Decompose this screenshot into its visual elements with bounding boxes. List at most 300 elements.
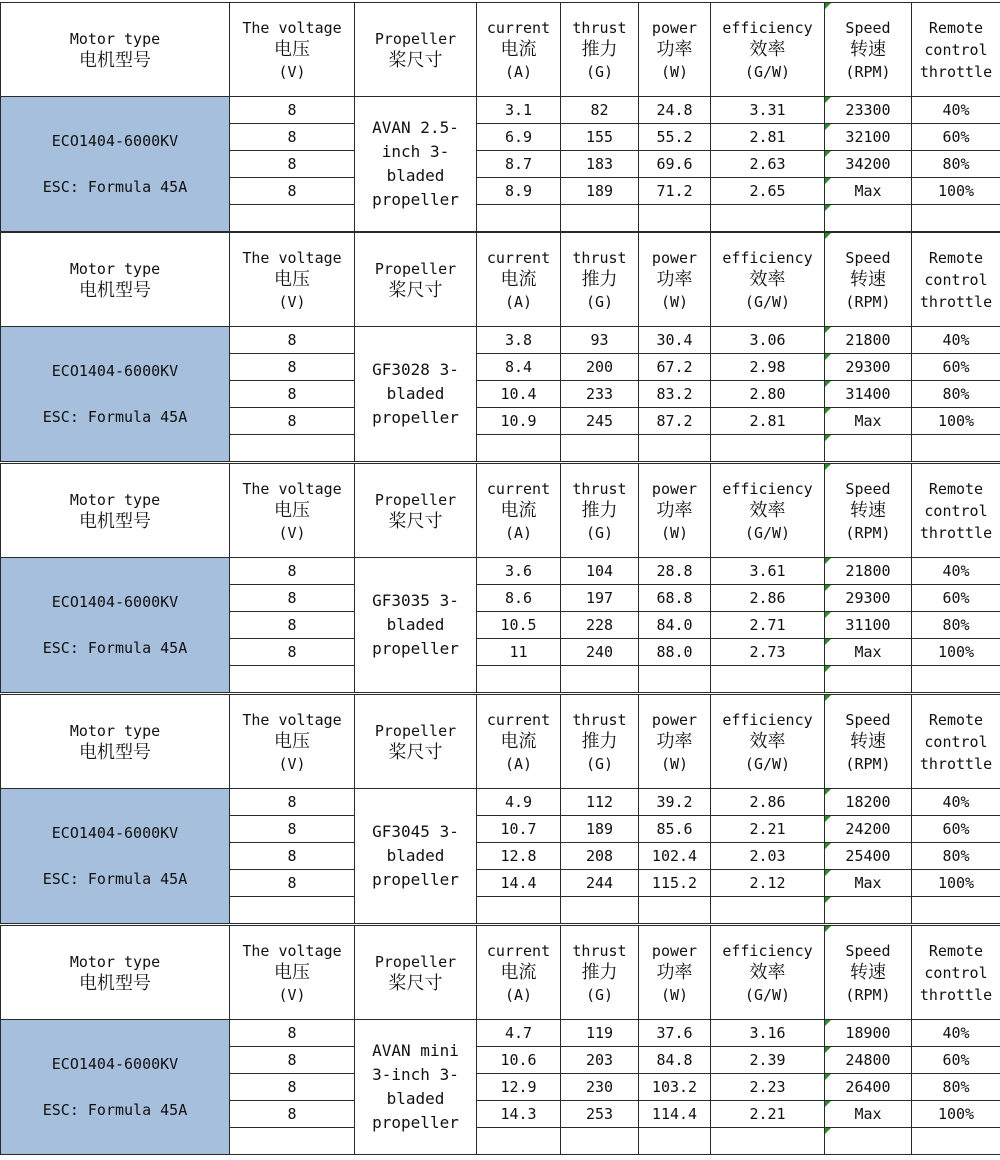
propeller-cell: AVAN 2.5-inch 3-bladed propeller — [355, 97, 477, 232]
header-zh-label: 桨尺寸 — [388, 972, 443, 994]
efficiency-cell: 2.21 — [711, 1101, 825, 1128]
efficiency-cell: 2.98 — [711, 354, 825, 381]
header-cell — [477, 695, 561, 789]
current-cell: 10.9 — [477, 408, 561, 435]
speed-cell: 32100 — [825, 124, 912, 151]
header-cell — [355, 233, 477, 327]
header-unit-label: (A) — [504, 292, 533, 311]
power-cell: 39.2 — [639, 789, 711, 816]
header-zh-label: control — [924, 501, 988, 520]
efficiency-cell: 2.65 — [711, 178, 825, 205]
header-en-label: efficiency — [722, 248, 813, 267]
header-zh-label: 桨尺寸 — [388, 279, 443, 301]
header-cell — [639, 3, 711, 97]
efficiency-cell: 2.81 — [711, 124, 825, 151]
thrust-cell: 155 — [561, 124, 639, 151]
speed-cell: Max — [825, 870, 912, 897]
voltage-cell: 8 — [230, 843, 355, 870]
efficiency-cell: 2.12 — [711, 870, 825, 897]
header-en-label: The voltage — [242, 479, 342, 498]
voltage-cell: 8 — [230, 789, 355, 816]
spec-table — [0, 232, 1000, 462]
speed-cell: 18200 — [825, 789, 912, 816]
header-zh-label: 转速 — [850, 499, 886, 521]
header-zh-label: 推力 — [581, 499, 618, 521]
header-zh-label: control — [924, 963, 988, 982]
spec-table — [0, 2, 1000, 232]
header-cell — [355, 695, 477, 789]
thrust-cell: 240 — [561, 639, 639, 666]
header-en-label: power — [651, 18, 698, 37]
spacer — [1, 845, 229, 867]
header-zh-label: 转速 — [850, 268, 886, 290]
motor-type-cell — [1, 97, 230, 232]
throttle-cell: 80% — [912, 612, 1000, 639]
header-zh-label: 桨尺寸 — [388, 49, 443, 71]
efficiency-cell: 2.21 — [711, 816, 825, 843]
header-cell — [230, 464, 355, 558]
data-row — [1, 789, 1000, 816]
header-zh-label: 功率 — [656, 961, 693, 983]
power-cell: 103.2 — [639, 1074, 711, 1101]
power-cell: 88.0 — [639, 639, 711, 666]
header-en-label: current — [486, 479, 551, 498]
voltage-cell: 8 — [230, 408, 355, 435]
header-zh-label: 功率 — [656, 38, 693, 60]
propeller-cell: GF3045 3-bladed propeller — [355, 789, 477, 924]
header-cell — [711, 926, 825, 1020]
efficiency-cell: 3.16 — [711, 1020, 825, 1047]
throttle-cell: 80% — [912, 381, 1000, 408]
header-en-label: efficiency — [722, 479, 813, 498]
voltage-cell: 8 — [230, 381, 355, 408]
header-unit-label: (RPM) — [845, 292, 891, 311]
efficiency-cell — [711, 1128, 825, 1155]
header-unit-label: (W) — [660, 292, 689, 311]
thrust-cell: 82 — [561, 97, 639, 124]
spec-block — [0, 694, 1000, 922]
spec-block — [0, 925, 1000, 1153]
spec-block — [0, 232, 1000, 460]
spacer — [1, 1076, 229, 1098]
throttle-cell: 100% — [912, 639, 1000, 666]
speed-cell: 21800 — [825, 327, 912, 354]
speed-cell: 18900 — [825, 1020, 912, 1047]
efficiency-cell: 2.86 — [711, 585, 825, 612]
header-en-label: Speed — [845, 710, 891, 729]
header-cell — [711, 233, 825, 327]
voltage-cell: 8 — [230, 354, 355, 381]
throttle-cell: 80% — [912, 151, 1000, 178]
header-unit-label: (V) — [278, 292, 306, 311]
header-en-label: power — [651, 710, 698, 729]
current-cell: 10.7 — [477, 816, 561, 843]
header-zh-label: control — [924, 732, 988, 751]
header-en-label: Motor type — [69, 490, 161, 509]
header-en-label: efficiency — [722, 710, 813, 729]
header-unit-label: throttle — [919, 754, 993, 773]
spec-table — [0, 463, 1000, 693]
header-zh-label: 电机型号 — [79, 279, 151, 301]
thrust-cell: 197 — [561, 585, 639, 612]
header-unit-label: throttle — [919, 62, 993, 81]
speed-cell: Max — [825, 1101, 912, 1128]
current-cell — [477, 666, 561, 693]
header-en-label: thrust — [572, 941, 627, 960]
header-zh-label: 电流 — [500, 38, 537, 60]
motor-type-cell — [1, 558, 230, 693]
speed-cell — [825, 1128, 912, 1155]
throttle-cell — [912, 1128, 1000, 1155]
data-row — [1, 558, 1000, 585]
spec-table — [0, 925, 1000, 1155]
header-cell — [912, 464, 1000, 558]
thrust-cell — [561, 897, 639, 924]
header-cell — [1, 695, 230, 789]
spec-table — [0, 694, 1000, 924]
header-cell — [561, 464, 639, 558]
efficiency-cell: 3.61 — [711, 558, 825, 585]
throttle-cell: 80% — [912, 843, 1000, 870]
throttle-cell — [912, 666, 1000, 693]
header-zh-label: 效率 — [749, 730, 786, 752]
header-unit-label: (W) — [660, 754, 689, 773]
power-cell: 102.4 — [639, 843, 711, 870]
efficiency-cell: 2.81 — [711, 408, 825, 435]
speed-cell: 31400 — [825, 381, 912, 408]
header-en-label: thrust — [572, 18, 627, 37]
speed-cell: Max — [825, 639, 912, 666]
header-en-label: efficiency — [722, 18, 813, 37]
header-cell — [1, 3, 230, 97]
header-en-label: current — [486, 248, 551, 267]
throttle-cell — [912, 435, 1000, 462]
header-cell — [711, 695, 825, 789]
power-cell: 87.2 — [639, 408, 711, 435]
voltage-cell — [230, 1128, 355, 1155]
header-en-label: The voltage — [242, 18, 342, 37]
current-cell — [477, 205, 561, 232]
thrust-cell: 93 — [561, 327, 639, 354]
efficiency-cell: 2.86 — [711, 789, 825, 816]
header-en-label: Remote — [928, 710, 984, 729]
speed-cell — [825, 897, 912, 924]
header-unit-label: (RPM) — [845, 62, 891, 81]
thrust-cell — [561, 435, 639, 462]
header-en-label: Propeller — [374, 29, 457, 48]
power-cell: 37.6 — [639, 1020, 711, 1047]
current-cell: 10.4 — [477, 381, 561, 408]
current-cell: 8.4 — [477, 354, 561, 381]
header-zh-label: 推力 — [581, 268, 618, 290]
header-cell — [825, 464, 912, 558]
header-cell — [355, 3, 477, 97]
header-cell — [912, 695, 1000, 789]
propeller-cell: AVAN mini 3-inch 3-bladed propeller — [355, 1020, 477, 1155]
power-cell: 30.4 — [639, 327, 711, 354]
power-cell — [639, 897, 711, 924]
voltage-cell: 8 — [230, 585, 355, 612]
voltage-cell: 8 — [230, 870, 355, 897]
throttle-cell: 60% — [912, 354, 1000, 381]
spacer — [1, 614, 229, 636]
header-unit-label: (W) — [660, 62, 689, 81]
speed-cell — [825, 435, 912, 462]
header-cell — [561, 3, 639, 97]
header-unit-label: (G) — [585, 62, 614, 81]
thrust-cell: 245 — [561, 408, 639, 435]
thrust-cell: 208 — [561, 843, 639, 870]
voltage-cell — [230, 666, 355, 693]
thrust-cell: 119 — [561, 1020, 639, 1047]
current-cell: 14.4 — [477, 870, 561, 897]
power-cell: 24.8 — [639, 97, 711, 124]
thrust-cell: 104 — [561, 558, 639, 585]
header-unit-label: throttle — [919, 985, 993, 1004]
header-unit-label: (V) — [278, 754, 306, 773]
speed-cell: 29300 — [825, 585, 912, 612]
throttle-cell: 40% — [912, 558, 1000, 585]
header-en-label: Remote — [928, 479, 984, 498]
header-en-label: The voltage — [242, 710, 342, 729]
power-cell: 67.2 — [639, 354, 711, 381]
data-row — [1, 327, 1000, 354]
current-cell: 3.8 — [477, 327, 561, 354]
header-zh-label: 桨尺寸 — [388, 510, 443, 532]
throttle-cell: 60% — [912, 585, 1000, 612]
header-en-label: power — [651, 941, 698, 960]
header-unit-label: (W) — [660, 985, 689, 1004]
thrust-cell: 200 — [561, 354, 639, 381]
header-zh-label: 推力 — [581, 961, 618, 983]
efficiency-cell — [711, 666, 825, 693]
throttle-cell: 100% — [912, 870, 1000, 897]
motor-type-cell — [1, 789, 230, 924]
header-cell — [230, 3, 355, 97]
motor-model: ECO1404-6000KV — [51, 132, 179, 150]
current-cell: 8.7 — [477, 151, 561, 178]
speed-cell: Max — [825, 408, 912, 435]
header-zh-label: 推力 — [581, 730, 618, 752]
header-unit-label: (RPM) — [845, 754, 891, 773]
header-zh-label: 电压 — [274, 268, 310, 290]
header-unit-label: (A) — [504, 523, 533, 542]
current-cell: 8.9 — [477, 178, 561, 205]
header-en-label: Propeller — [374, 952, 457, 971]
header-zh-label: 转速 — [850, 961, 886, 983]
header-cell — [477, 3, 561, 97]
efficiency-cell: 2.80 — [711, 381, 825, 408]
thrust-cell: 228 — [561, 612, 639, 639]
power-cell: 84.8 — [639, 1047, 711, 1074]
header-cell — [230, 233, 355, 327]
header-zh-label: 电机型号 — [79, 741, 151, 763]
current-cell: 12.9 — [477, 1074, 561, 1101]
header-en-label: current — [486, 941, 551, 960]
header-unit-label: (G) — [585, 292, 614, 311]
power-cell — [639, 205, 711, 232]
header-unit-label: throttle — [919, 292, 993, 311]
current-cell: 12.8 — [477, 843, 561, 870]
header-unit-label: (W) — [660, 523, 689, 542]
efficiency-cell: 3.31 — [711, 97, 825, 124]
header-zh-label: 电压 — [274, 499, 310, 521]
propeller-cell: GF3028 3-bladed propeller — [355, 327, 477, 462]
header-zh-label: control — [924, 270, 988, 289]
header-zh-label: 电压 — [274, 961, 310, 983]
voltage-cell: 8 — [230, 1101, 355, 1128]
efficiency-cell: 2.23 — [711, 1074, 825, 1101]
header-zh-label: 效率 — [749, 499, 786, 521]
header-en-label: Remote — [928, 18, 984, 37]
header-zh-label: 效率 — [749, 268, 786, 290]
header-cell — [912, 926, 1000, 1020]
motor-model: ECO1404-6000KV — [51, 824, 179, 842]
throttle-cell: 40% — [912, 1020, 1000, 1047]
power-cell: 71.2 — [639, 178, 711, 205]
efficiency-cell: 2.71 — [711, 612, 825, 639]
header-zh-label: 推力 — [581, 38, 618, 60]
header-cell — [825, 926, 912, 1020]
esc-label: ESC: Formula 45A — [42, 1101, 188, 1119]
header-row — [1, 695, 1000, 789]
motor-model: ECO1404-6000KV — [51, 1055, 179, 1073]
power-cell: 114.4 — [639, 1101, 711, 1128]
throttle-cell — [912, 205, 1000, 232]
current-cell: 8.6 — [477, 585, 561, 612]
header-en-label: thrust — [572, 248, 627, 267]
current-cell: 6.9 — [477, 124, 561, 151]
voltage-cell: 8 — [230, 639, 355, 666]
header-en-label: thrust — [572, 479, 627, 498]
header-row — [1, 3, 1000, 97]
current-cell: 10.5 — [477, 612, 561, 639]
header-cell — [1, 926, 230, 1020]
spec-block — [0, 2, 1000, 230]
header-unit-label: (V) — [278, 523, 306, 542]
current-cell: 3.6 — [477, 558, 561, 585]
current-cell — [477, 897, 561, 924]
header-cell — [230, 695, 355, 789]
voltage-cell: 8 — [230, 1047, 355, 1074]
speed-cell: 24800 — [825, 1047, 912, 1074]
current-cell — [477, 1128, 561, 1155]
thrust-cell — [561, 666, 639, 693]
thrust-cell — [561, 205, 639, 232]
throttle-cell: 60% — [912, 816, 1000, 843]
throttle-cell: 40% — [912, 327, 1000, 354]
header-en-label: The voltage — [242, 941, 342, 960]
header-cell — [477, 464, 561, 558]
spacer — [1, 153, 229, 175]
header-en-label: Propeller — [374, 721, 457, 740]
header-cell — [639, 695, 711, 789]
header-zh-label: control — [924, 40, 988, 59]
power-cell — [639, 435, 711, 462]
header-en-label: Speed — [845, 479, 891, 498]
header-en-label: efficiency — [722, 941, 813, 960]
efficiency-cell: 2.03 — [711, 843, 825, 870]
power-cell: 55.2 — [639, 124, 711, 151]
header-cell — [639, 926, 711, 1020]
speed-cell — [825, 666, 912, 693]
header-zh-label: 电流 — [500, 499, 537, 521]
header-en-label: Motor type — [69, 721, 161, 740]
header-cell — [1, 464, 230, 558]
header-cell — [825, 695, 912, 789]
voltage-cell: 8 — [230, 327, 355, 354]
header-unit-label: (G) — [585, 754, 614, 773]
header-unit-label: (G/W) — [744, 292, 791, 311]
header-cell — [639, 233, 711, 327]
header-en-label: Speed — [845, 941, 891, 960]
throttle-cell: 40% — [912, 789, 1000, 816]
header-en-label: Propeller — [374, 259, 457, 278]
power-cell: 84.0 — [639, 612, 711, 639]
speed-cell: 26400 — [825, 1074, 912, 1101]
header-zh-label: 电压 — [274, 730, 310, 752]
thrust-cell: 244 — [561, 870, 639, 897]
efficiency-cell: 2.39 — [711, 1047, 825, 1074]
voltage-cell — [230, 435, 355, 462]
motor-type-cell — [1, 327, 230, 462]
current-cell: 4.9 — [477, 789, 561, 816]
header-zh-label: 电流 — [500, 730, 537, 752]
header-zh-label: 电机型号 — [79, 510, 151, 532]
header-zh-label: 效率 — [749, 961, 786, 983]
thrust-cell: 253 — [561, 1101, 639, 1128]
header-zh-label: 桨尺寸 — [388, 741, 443, 763]
motor-model: ECO1404-6000KV — [51, 362, 179, 380]
power-cell — [639, 666, 711, 693]
thrust-cell: 233 — [561, 381, 639, 408]
header-row — [1, 926, 1000, 1020]
efficiency-cell — [711, 205, 825, 232]
spacer — [1, 383, 229, 405]
header-unit-label: (V) — [278, 985, 306, 1004]
header-en-label: Remote — [928, 941, 984, 960]
speed-cell: Max — [825, 178, 912, 205]
header-cell — [1, 233, 230, 327]
header-cell — [912, 3, 1000, 97]
header-en-label: Motor type — [69, 29, 161, 48]
header-cell — [477, 233, 561, 327]
efficiency-cell — [711, 897, 825, 924]
voltage-cell: 8 — [230, 816, 355, 843]
header-en-label: current — [486, 18, 551, 37]
motor-model: ECO1404-6000KV — [51, 593, 179, 611]
header-cell — [561, 926, 639, 1020]
speed-cell: 25400 — [825, 843, 912, 870]
voltage-cell: 8 — [230, 558, 355, 585]
esc-label: ESC: Formula 45A — [42, 639, 188, 657]
header-zh-label: 电流 — [500, 268, 537, 290]
header-en-label: Motor type — [69, 952, 161, 971]
thrust-cell: 230 — [561, 1074, 639, 1101]
speed-cell: 23300 — [825, 97, 912, 124]
current-cell: 4.7 — [477, 1020, 561, 1047]
header-zh-label: 功率 — [656, 730, 693, 752]
header-unit-label: (RPM) — [845, 985, 891, 1004]
efficiency-cell — [711, 435, 825, 462]
header-en-label: thrust — [572, 710, 627, 729]
power-cell: 115.2 — [639, 870, 711, 897]
speed-cell: 24200 — [825, 816, 912, 843]
spec-block — [0, 463, 1000, 691]
header-en-label: Speed — [845, 248, 891, 267]
header-unit-label: (G/W) — [744, 754, 791, 773]
efficiency-cell: 2.63 — [711, 151, 825, 178]
